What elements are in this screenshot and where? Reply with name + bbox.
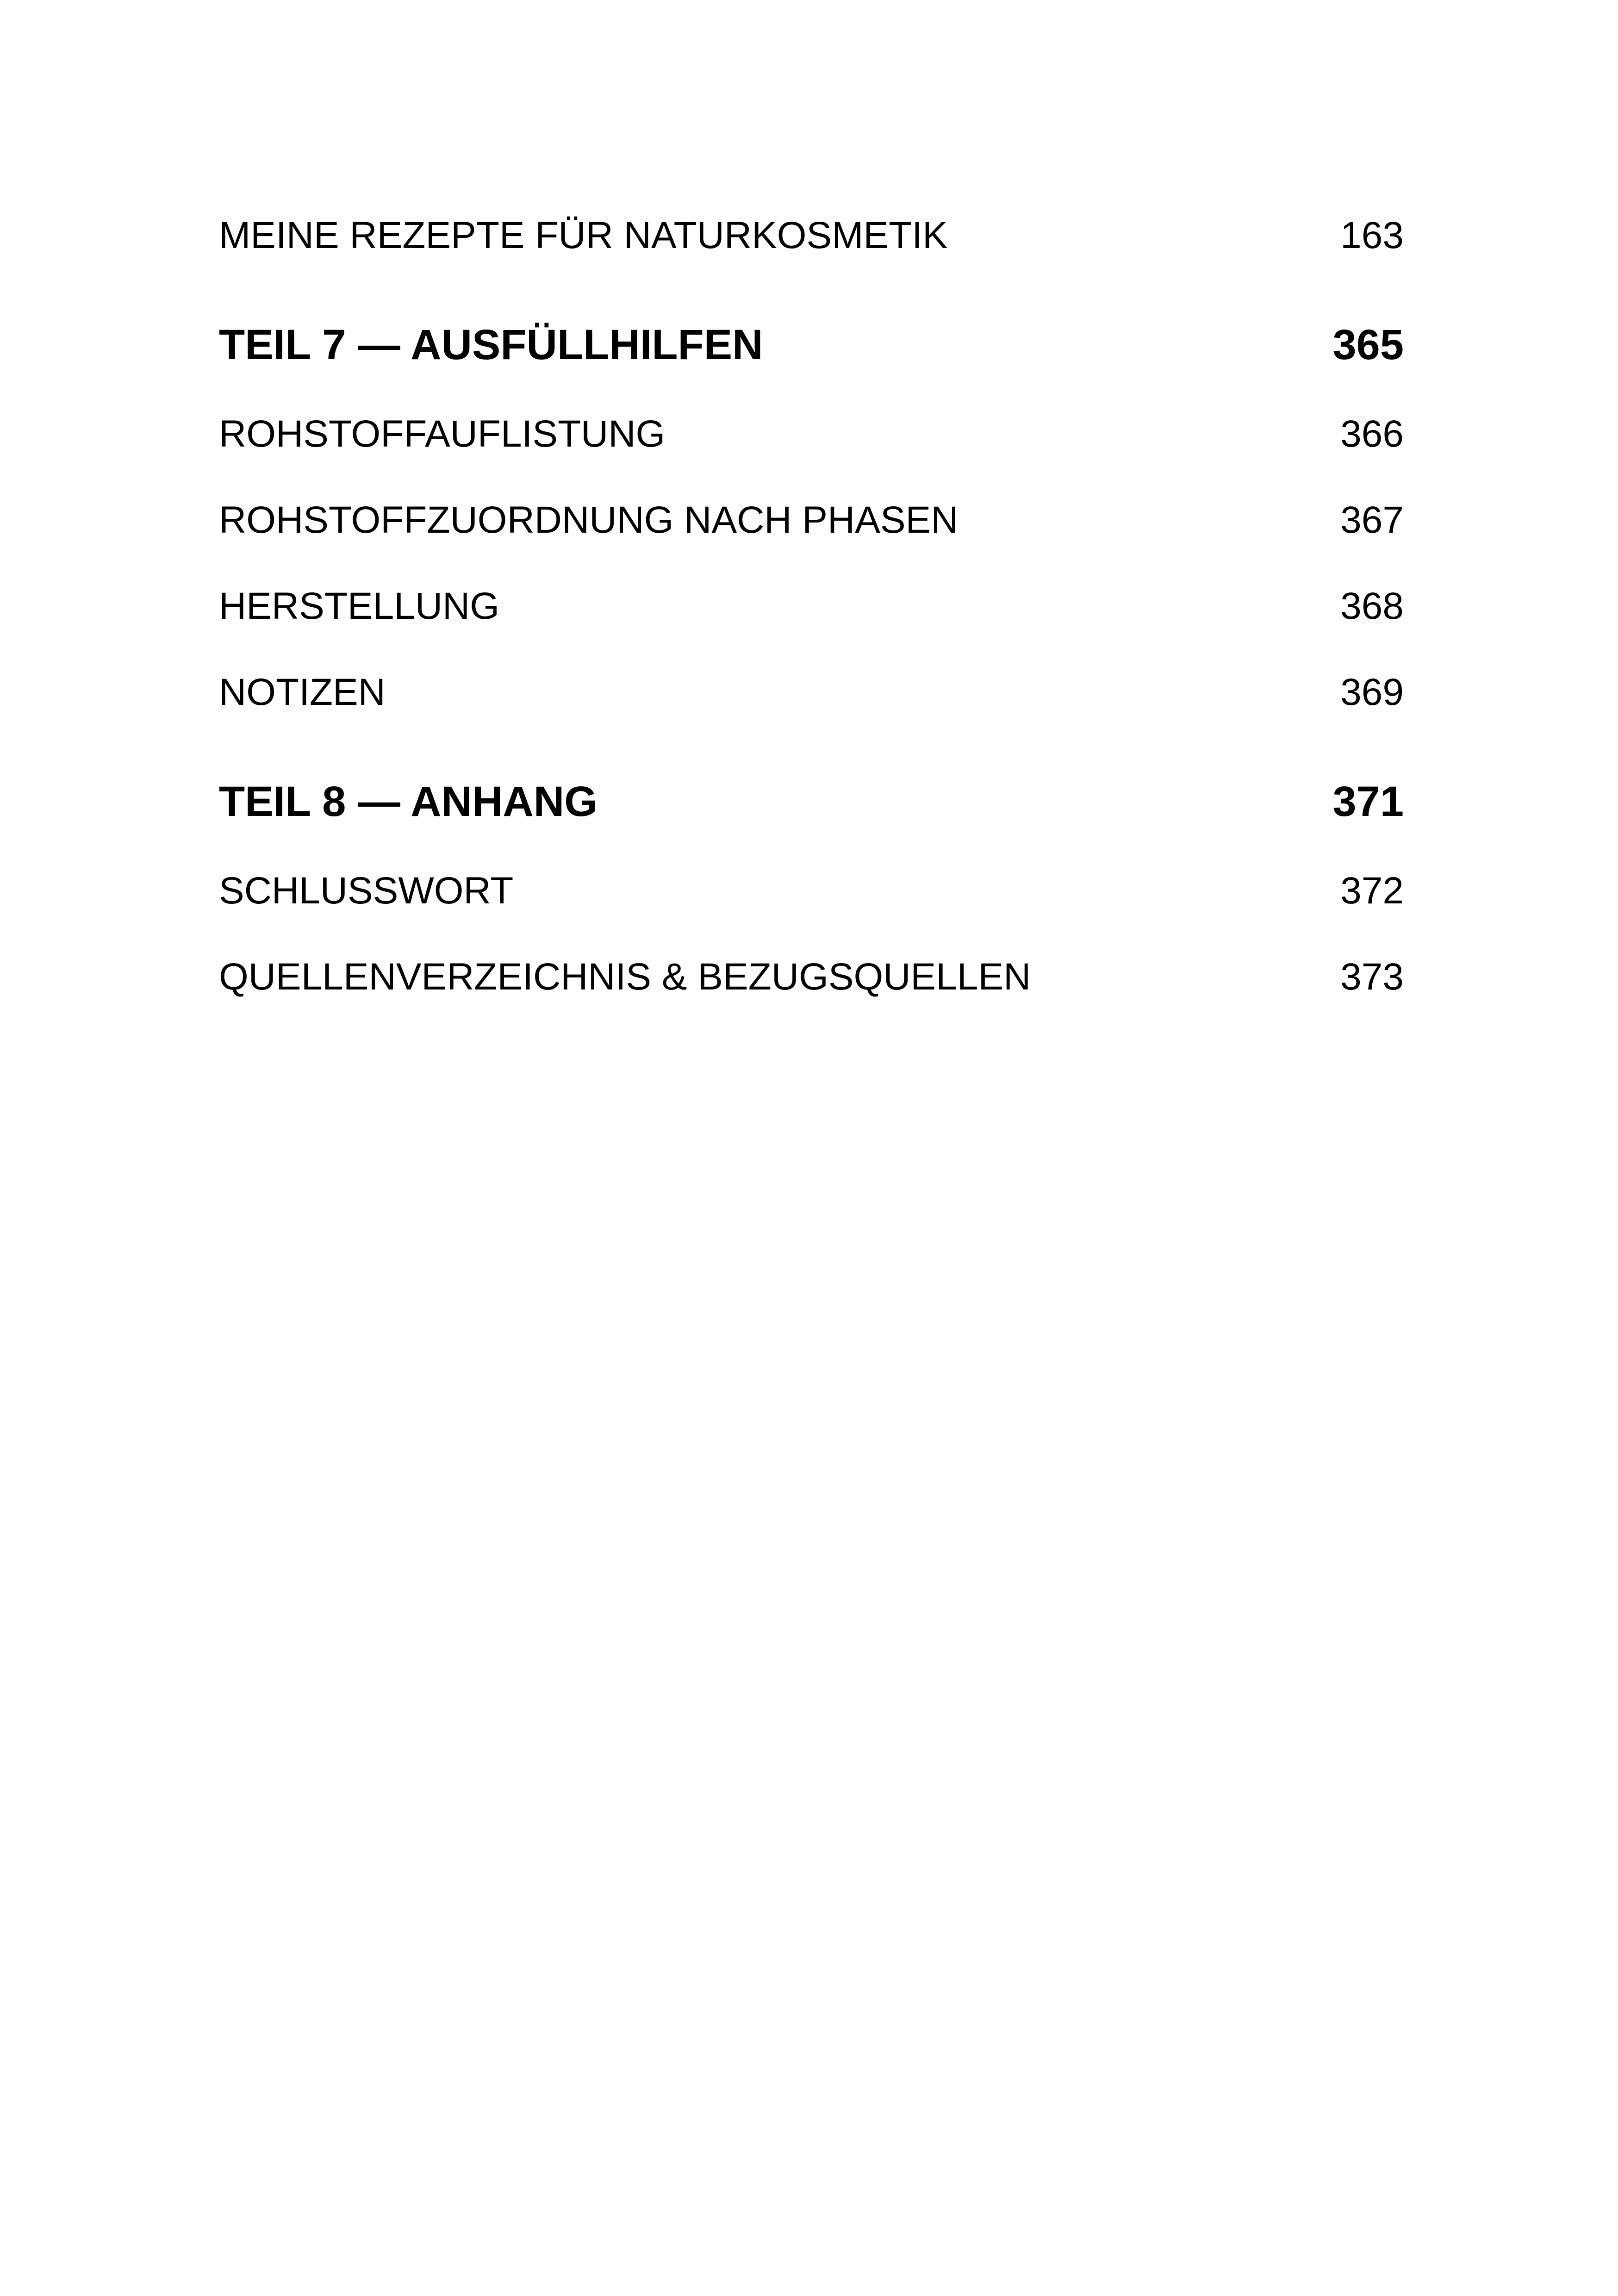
toc-entry-herstellung (219, 585, 1404, 628)
toc-entry-page-number: 367 (1340, 499, 1404, 541)
toc-entry-quellenverzeichnis (219, 955, 1404, 999)
toc-entry-rohstoffzuordnung (219, 498, 1404, 542)
toc-entry-title: ROHSTOFFAUFLISTUNG (219, 413, 666, 455)
toc-entry-meine-rezepte (219, 214, 1404, 257)
toc-entry-title: SCHLUSSWORT (219, 870, 514, 912)
toc-part-page-number: 371 (1332, 778, 1404, 825)
toc-entry-rohstoffauflistung (219, 412, 1404, 456)
toc-entry-page-number: 163 (1340, 214, 1404, 256)
toc-entry-notizen (219, 671, 1404, 714)
toc-entry-page-number: 369 (1340, 671, 1404, 713)
toc-entry-title: QUELLENVERZEICHNIS & BEZUGSQUELLEN (219, 956, 1031, 998)
toc-entry-page-number: 366 (1340, 413, 1404, 455)
toc-part-title: TEIL 8 — ANHANG (219, 778, 597, 825)
toc-part-teil-8 (219, 778, 1404, 826)
toc-entry-schlusswort (219, 869, 1404, 913)
toc-entry-title: ROHSTOFFZUORDNUNG NACH PHASEN (219, 499, 958, 541)
toc-part-title: TEIL 7 — AUSFÜLLHILFEN (219, 321, 763, 368)
toc-entry-page-number: 372 (1340, 870, 1404, 912)
toc-entry-page-number: 373 (1340, 956, 1404, 998)
toc-entry-title: HERSTELLUNG (219, 585, 500, 627)
toc-entry-title: MEINE REZEPTE FÜR NATURKOSMETIK (219, 214, 948, 256)
toc-part-teil-7 (219, 321, 1404, 369)
toc-entry-title: NOTIZEN (219, 671, 386, 713)
toc-entry-page-number: 368 (1340, 585, 1404, 627)
toc-part-page-number: 365 (1332, 321, 1404, 368)
